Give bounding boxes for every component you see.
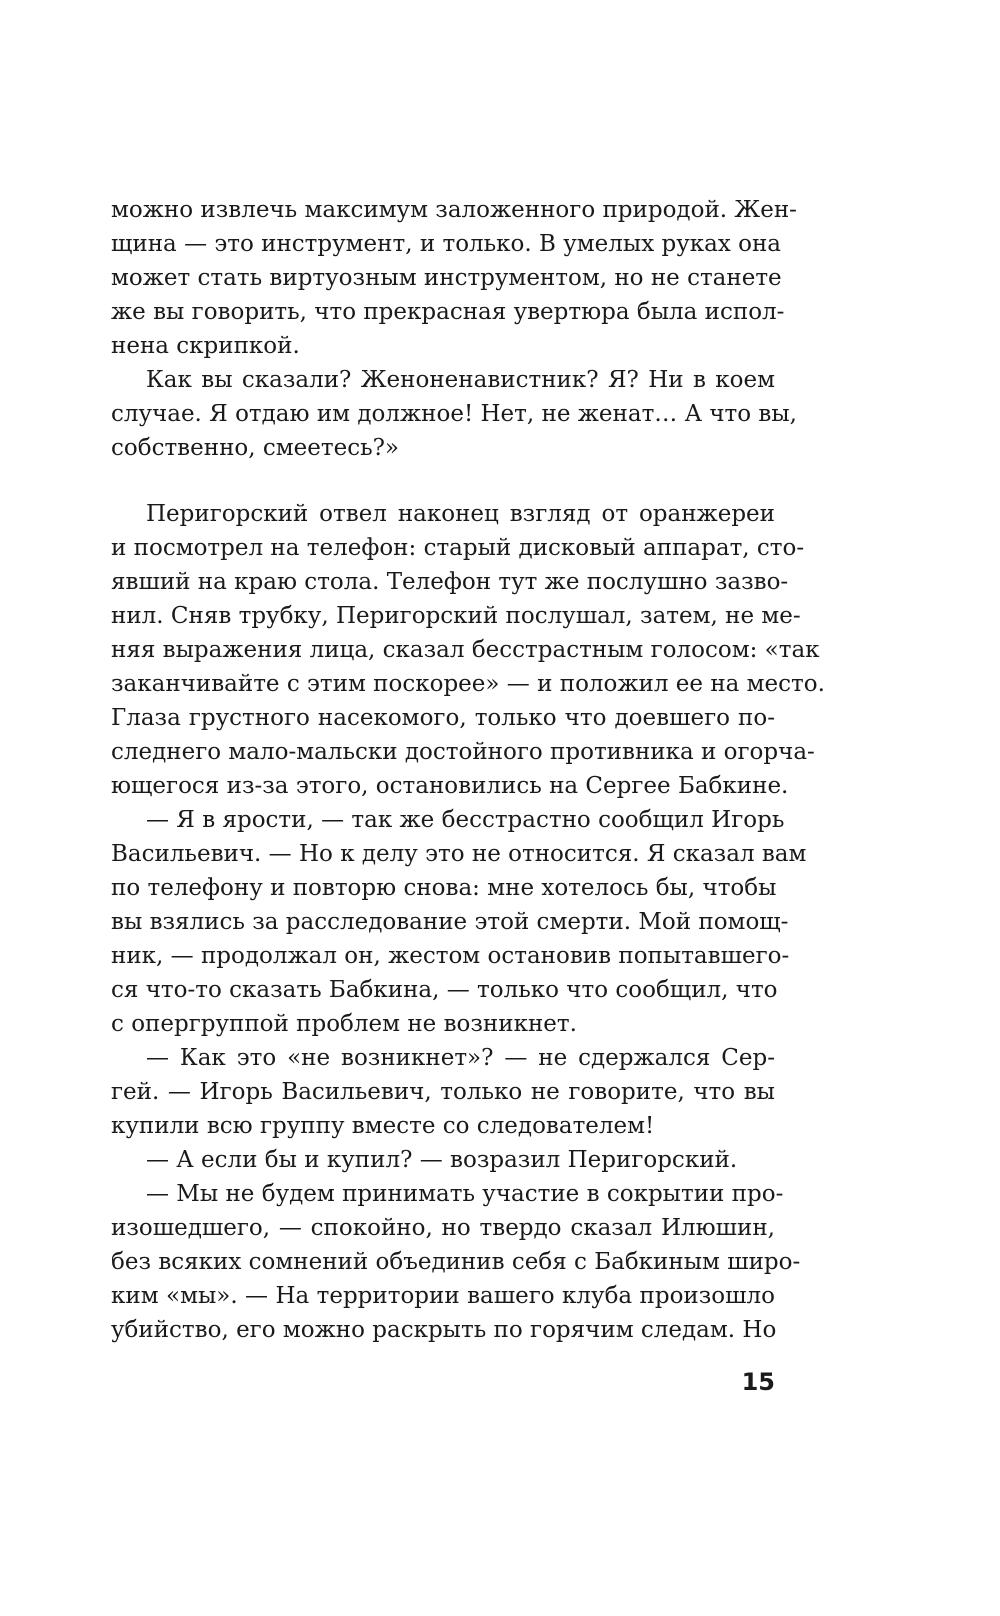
text-line: гей. — Игорь Васильевич, только не говорите, что вы xyxy=(111,1079,775,1105)
text-line: Перигорский отвел наконец взгляд от оранжереи xyxy=(146,501,775,527)
text-line: явший на краю стола. Телефон тут же послушно зазво- xyxy=(111,569,789,595)
text-line: Как вы сказали? Женоненавистник? Я? Ни в коем xyxy=(146,367,775,393)
text-line: и посмотрел на телефон: старый дисковый аппарат, сто- xyxy=(111,535,805,561)
text-line: щина — это инструмент, и только. В умелых руках она xyxy=(111,231,781,257)
text-line: ющегося из-за этого, остановились на Сергее Бабкине. xyxy=(111,773,789,799)
text-line: убийство, его можно раскрыть по горячим следам. Но xyxy=(111,1317,777,1343)
text-line: собственно, смеетесь?» xyxy=(111,435,400,461)
text-line: — Я в ярости, — так же бесстрастно сообщил Игорь xyxy=(146,807,785,833)
text-line: нена скрипкой. xyxy=(111,333,300,359)
text-line: случае. Я отдаю им должное! Нет, не женат… А что вы, xyxy=(111,401,797,427)
text-line: няя выражения лица, сказал бесстрастным голосом: «так xyxy=(111,637,820,663)
text-line: следнего мало-мальски достойного противника и огорча- xyxy=(111,739,815,765)
text-line: может стать виртуозным инструментом, но не станете xyxy=(111,265,782,291)
text-line: без всяких сомнений объединив себя с Бабкиным широ- xyxy=(111,1249,801,1275)
text-line: Глаза грустного насекомого, только что доевшего по- xyxy=(111,705,775,731)
text-line: заканчивайте с этим поскорее» — и положил ее на место. xyxy=(111,671,825,697)
page-number: 15 xyxy=(741,1368,775,1396)
text-line: же вы говорить, что прекрасная увертюра была испол- xyxy=(111,299,785,325)
text-line: ник, — продолжал он, жестом остановив попытавшего- xyxy=(111,943,790,969)
text-line: можно извлечь максимум заложенного природой. Жен- xyxy=(111,197,797,223)
text-line: — Как это «не возникнет»? — не сдержался Сер- xyxy=(146,1045,775,1071)
text-line: — Мы не будем принимать участие в сокрытии про- xyxy=(146,1181,784,1207)
text-line: ким «мы». — На территории вашего клуба произошло xyxy=(111,1283,775,1309)
text-line: купили всю группу вместе со следователем! xyxy=(111,1113,655,1139)
text-line: с опергруппой проблем не возникнет. xyxy=(111,1011,577,1037)
text-line: изошедшего, — спокойно, но твердо сказал Илюшин, xyxy=(111,1215,775,1241)
text-line: — А если бы и купил? — возразил Перигорский. xyxy=(146,1147,738,1173)
text-line: вы взялись за расследование этой смерти. Мой помощ- xyxy=(111,909,789,935)
text-line: по телефону и повторю снова: мне хотелось бы, чтобы xyxy=(111,875,777,901)
text-line: ся что-то сказать Бабкина, — только что сообщил, что xyxy=(111,977,778,1003)
text-line: нил. Сняв трубку, Перигорский послушал, затем, не ме- xyxy=(111,603,801,629)
text-line: Васильевич. — Но к делу это не относится. Я сказал вам xyxy=(111,841,807,867)
